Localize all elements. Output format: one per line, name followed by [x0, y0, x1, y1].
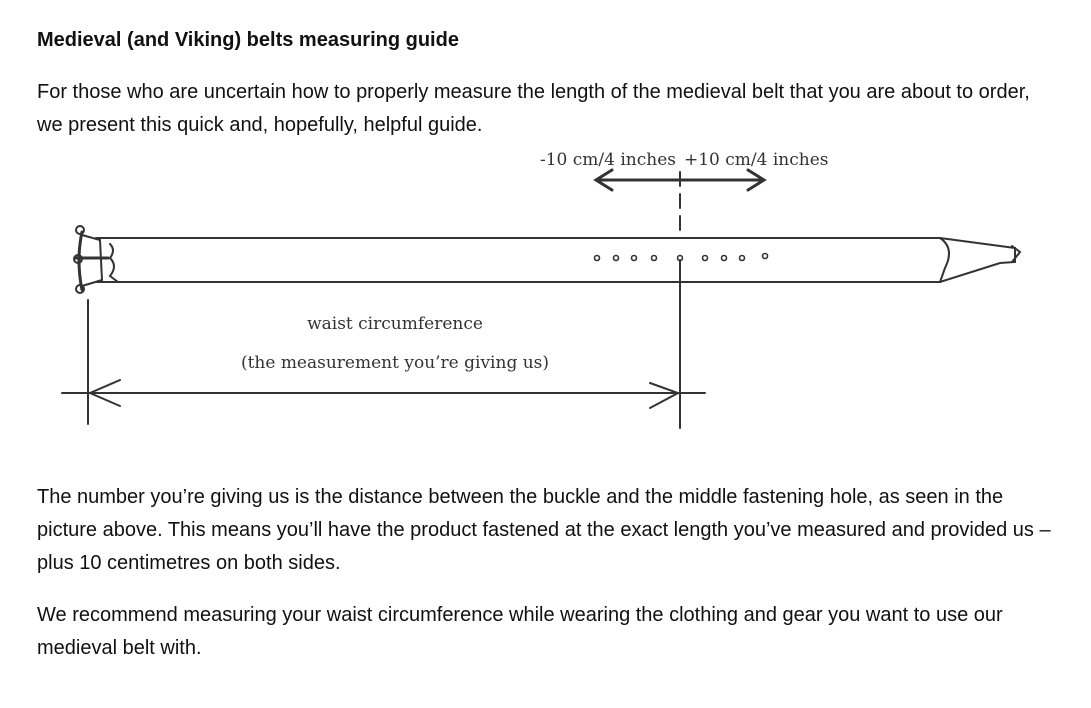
intro-paragraph: For those who are uncertain how to properly measure the length of the medieval belt that you are about to order, we present this quick and, hopefully, helpful guide.: [37, 81, 1030, 136]
plus-10cm-label: +10 cm/4 inches: [684, 150, 829, 170]
measurement-sublabel: (the measurement you’re giving us): [240, 353, 550, 373]
recommendation-paragraph: We recommend measuring your waist circumference while wearing the clothing and gear you want to use our medieval belt with.: [37, 604, 1003, 659]
page-title: Medieval (and Viking) belts measuring guide: [37, 29, 459, 51]
belt-holes: [595, 254, 768, 261]
explanation-paragraph: The number you’re giving us is the distance between the buckle and the middle fastening hole, as seen in the picture above. This means you’ll have the product fastened at the exact length you’ve measured and provided us – plus 10 centimetres on both sides.: [37, 486, 1051, 574]
belt-strap: [96, 238, 1015, 282]
measurement-arrow: [62, 380, 705, 408]
waist-circumference-label: waist circumference: [307, 314, 483, 334]
minus-10cm-label: -10 cm/4 inches: [539, 150, 676, 170]
belt-tip: [940, 238, 949, 282]
